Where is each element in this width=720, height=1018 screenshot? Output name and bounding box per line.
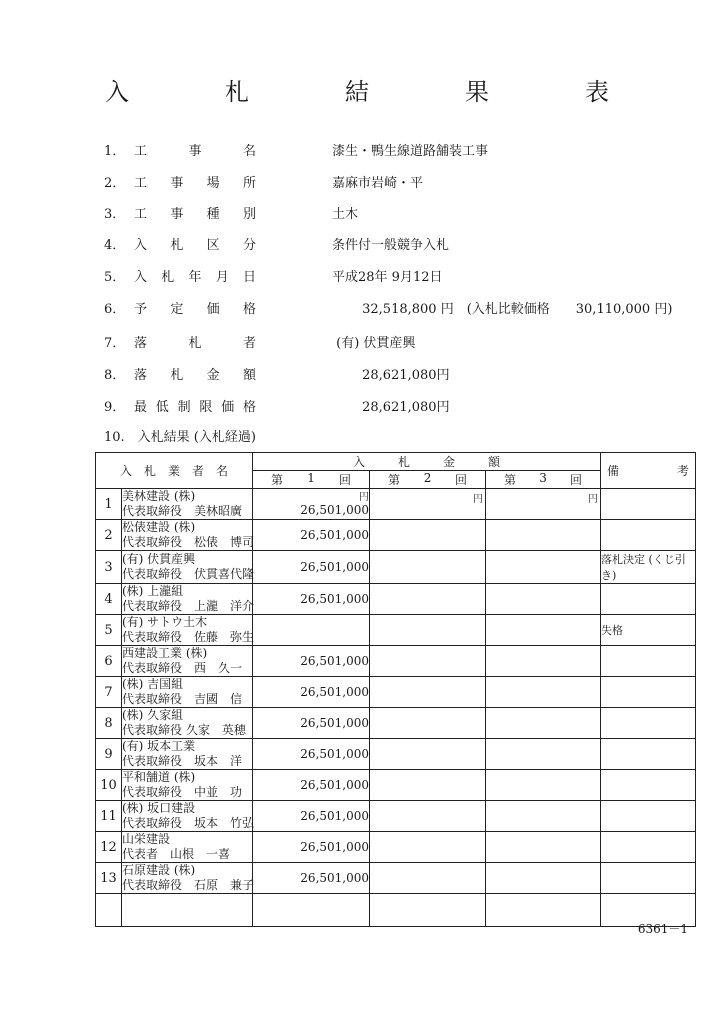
empty-row: [96, 894, 696, 927]
info-label: 工 事 種 別: [134, 207, 256, 222]
round-3-amount: [486, 801, 601, 832]
company-name: (有) 坂本工業: [122, 739, 196, 753]
info-number: 2．: [104, 176, 126, 191]
round-1-header: 第 1 回: [253, 471, 370, 489]
row-number: 3: [96, 551, 122, 584]
bidder-name: [122, 770, 253, 801]
representative: 代表取締役 佐藤 弥生: [122, 630, 255, 644]
round-3-header: 第 3 回: [486, 471, 601, 489]
currency-unit: 円: [588, 494, 599, 505]
remarks: [601, 520, 696, 551]
representative: 代表取締役 石原 兼子: [122, 878, 255, 892]
round-2-amount: [370, 646, 486, 677]
round-3-amount: [486, 832, 601, 863]
info-row: [104, 396, 704, 416]
info-label: 最 低 制 限 価 格: [134, 400, 256, 415]
info-row: [104, 140, 704, 160]
remarks: [601, 832, 696, 863]
round-1-amount: 26,501,000: [253, 646, 370, 677]
round-1-amount: 26,501,000: [253, 551, 370, 584]
info-number: 9．: [104, 400, 126, 415]
round-3-amount: [486, 489, 601, 520]
bidder-name: [122, 863, 253, 894]
row-number: 9: [96, 739, 122, 770]
representative: 代表取締役 坂本 竹弘: [122, 816, 255, 830]
row-number: 2: [96, 520, 122, 551]
table-row: [96, 708, 696, 739]
bidder-name: [122, 677, 253, 708]
representative: 代表取締役 美林昭廣: [122, 504, 243, 518]
representative: 代表取締役 中並 功: [122, 785, 243, 799]
info-row: [104, 364, 704, 384]
round-3-amount: [486, 584, 601, 615]
round-2-amount: [370, 739, 486, 770]
company-name: (株) 上瀧組: [122, 584, 184, 598]
round-1-amount: 26,501,000: [253, 520, 370, 551]
round-2-amount: [370, 801, 486, 832]
table-row: [96, 770, 696, 801]
representative: 代表取締役 松俵 博司: [122, 535, 255, 549]
info-number: 6．: [104, 302, 126, 317]
round-1-amount: 26,501,000: [253, 584, 370, 615]
round-3-amount: [486, 551, 601, 584]
representative: 代表取締役 上瀧 洋介: [122, 599, 255, 613]
currency-unit: 円: [359, 491, 370, 503]
round-2-amount: [370, 584, 486, 615]
row-number: 6: [96, 646, 122, 677]
table-row: [96, 832, 696, 863]
info-value: 嘉麻市岩崎・平: [332, 176, 424, 191]
bidder-name: [122, 584, 253, 615]
round-1-amount: 26,501,000: [253, 801, 370, 832]
company-name: 松俵建設 (株): [122, 520, 196, 534]
round-3-amount: [486, 863, 601, 894]
table-row: [96, 801, 696, 832]
table-row: [96, 677, 696, 708]
representative: 代表取締役 伏貫喜代隆: [122, 567, 255, 581]
company-name: (有) 伏貫産興: [122, 552, 196, 566]
round-3-amount: [486, 520, 601, 551]
round-3-amount: [486, 677, 601, 708]
table-row: [96, 646, 696, 677]
remarks: 落札決定 (くじ引き): [601, 551, 696, 584]
round-3-amount: [486, 770, 601, 801]
row-number: 10: [96, 770, 122, 801]
remarks-header: 備 考: [601, 453, 696, 489]
row-number: 5: [96, 615, 122, 646]
round-1-amount: [253, 615, 370, 646]
table-row: [96, 551, 696, 584]
company-name: 平和舗道 (株): [122, 770, 196, 784]
round-2-header: 第 2 回: [370, 471, 486, 489]
round-2-amount: [370, 770, 486, 801]
bidder-name: [122, 708, 253, 739]
representative: 代表取締役 久家 英穂: [122, 723, 246, 737]
round-2-amount: [370, 520, 486, 551]
table-row: [96, 489, 696, 520]
row-number: 1: [96, 489, 122, 520]
document-title: 入 札 結 果 表: [105, 78, 645, 106]
company-name: (株) 久家組: [122, 708, 184, 722]
round-1-amount: 円 26,501,000: [253, 489, 370, 520]
round-1-amount: 26,501,000: [253, 739, 370, 770]
bidder-name: [122, 615, 253, 646]
remarks: [601, 863, 696, 894]
remarks: [601, 489, 696, 520]
remarks: [601, 770, 696, 801]
info-number: 1．: [104, 144, 126, 159]
info-value: 土木: [332, 207, 359, 222]
table-row: [96, 863, 696, 894]
round-3-amount: [486, 646, 601, 677]
company-name: (株) 坂口建設: [122, 801, 196, 815]
info-number: 7．: [104, 336, 126, 351]
remarks: [601, 646, 696, 677]
info-label: 予 定 価 格: [134, 302, 256, 317]
bidder-name: [122, 832, 253, 863]
row-number: 13: [96, 863, 122, 894]
bidder-name: [122, 489, 253, 520]
info-label: 工 事 名: [134, 144, 256, 159]
info-row: [104, 332, 704, 352]
row-number: 4: [96, 584, 122, 615]
bidder-name: [122, 801, 253, 832]
table-row: [96, 584, 696, 615]
info-label: 入 札 区 分: [134, 238, 256, 253]
info-value: 漆生・鴨生線道路舗装工事: [332, 144, 489, 159]
round-3-amount: [486, 615, 601, 646]
results-heading: 10. 入札結果 (入札経過): [104, 430, 256, 445]
info-row: [104, 266, 704, 286]
round-3-amount: [486, 708, 601, 739]
info-row: [104, 172, 704, 192]
round-3-amount: [486, 739, 601, 770]
info-label: 入 札 年 月 日: [134, 270, 256, 285]
remarks: [601, 739, 696, 770]
round-2-amount: [370, 863, 486, 894]
info-number: 3．: [104, 207, 126, 222]
row-number: 12: [96, 832, 122, 863]
currency-unit: 円: [473, 494, 484, 505]
bid-results-table: [95, 452, 696, 927]
table-row: [96, 520, 696, 551]
info-number: 5．: [104, 270, 126, 285]
row-number: 8: [96, 708, 122, 739]
info-row: [104, 203, 704, 223]
bidder-name: [122, 551, 253, 584]
company-name: 石原建設 (株): [122, 863, 196, 877]
info-value: 32,518,800 円 (入札比較価格 30,110,000 円): [332, 302, 673, 317]
round-1-amount: 26,501,000: [253, 677, 370, 708]
round-2-amount: [370, 489, 486, 520]
info-label: 落 札 金 額: [134, 368, 256, 383]
bidder-name: [122, 520, 253, 551]
company-name: 山栄建設: [122, 832, 171, 846]
round-1-amount: 26,501,000: [253, 863, 370, 894]
round-2-amount: [370, 615, 486, 646]
table-row: [96, 615, 696, 646]
representative: 代表取締役 西 久一: [122, 661, 243, 675]
round-2-amount: [370, 677, 486, 708]
info-value: 28,621,080円: [332, 368, 450, 383]
company-name: (株) 吉国組: [122, 677, 184, 691]
representative: 代表者 山根 一喜: [122, 847, 231, 861]
info-row: [104, 234, 704, 254]
remarks: [601, 677, 696, 708]
info-row: [104, 298, 704, 318]
round-2-amount: [370, 551, 486, 584]
info-number: 4．: [104, 238, 126, 253]
round-1-amount: 26,501,000: [253, 832, 370, 863]
row-number: 11: [96, 801, 122, 832]
bidder-name-header: 入 札 業 者 名: [96, 453, 253, 489]
remarks: [601, 801, 696, 832]
info-value: 平成28年 9月12日: [332, 270, 443, 285]
info-value: 28,621,080円: [332, 400, 450, 415]
company-name: 西建設工業 (株): [122, 646, 208, 660]
representative: 代表取締役 坂本 洋: [122, 754, 243, 768]
bidder-name: [122, 739, 253, 770]
remarks: [601, 584, 696, 615]
info-label: 落 札 者: [134, 336, 256, 351]
bidder-name: [122, 646, 253, 677]
document-code: 6361－1: [637, 922, 688, 936]
remarks: 失格: [601, 615, 696, 646]
remarks: [601, 708, 696, 739]
round-2-amount: [370, 708, 486, 739]
company-name: (有) サトウ土木: [122, 615, 208, 629]
info-number: 8．: [104, 368, 126, 383]
row-number: 7: [96, 677, 122, 708]
representative: 代表取締役 吉國 信: [122, 692, 243, 706]
round-1-amount: 26,501,000: [253, 770, 370, 801]
round-2-amount: [370, 832, 486, 863]
round-1-amount: 26,501,000: [253, 708, 370, 739]
info-label: 工 事 場 所: [134, 176, 256, 191]
bid-amount-header: 入 札 金 額: [253, 453, 601, 471]
info-value: (有) 伏貫産興: [332, 336, 416, 351]
info-value: 条件付一般競争入札: [332, 238, 450, 253]
company-name: 美林建設 (株): [122, 489, 196, 503]
table-row: [96, 739, 696, 770]
